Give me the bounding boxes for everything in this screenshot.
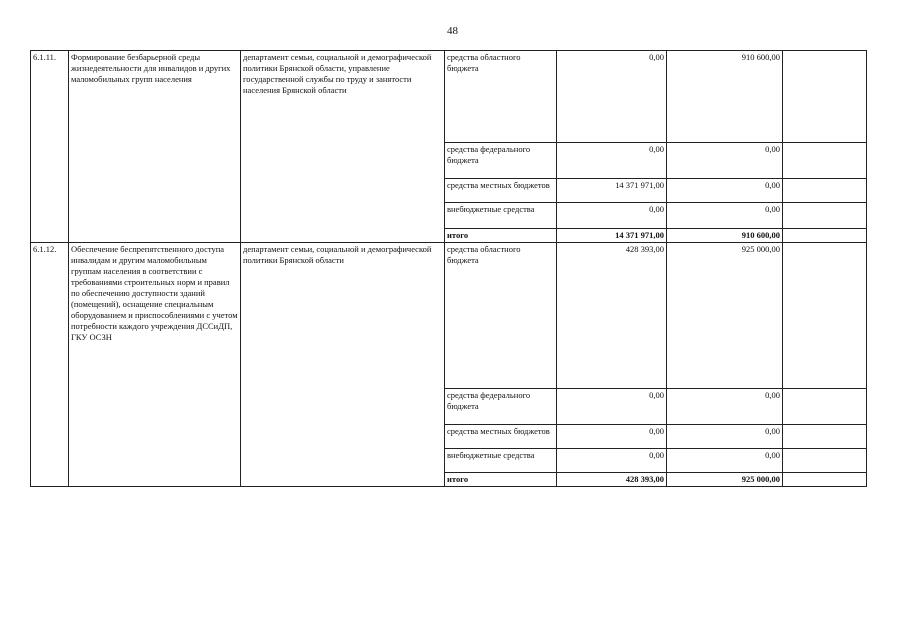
empty-cell — [783, 449, 867, 473]
table-row — [31, 243, 867, 389]
funding-value-1: 0,00 — [557, 389, 667, 425]
funding-value-2: 0,00 — [667, 179, 783, 203]
item-code: 6.1.11. — [31, 51, 69, 243]
funding-value-1: 0,00 — [557, 203, 667, 229]
empty-cell — [783, 229, 867, 243]
funding-value-1: 428 393,00 — [557, 243, 667, 389]
funding-value-2: 910 600,00 — [667, 51, 783, 143]
funding-value-1: 0,00 — [557, 143, 667, 179]
funding-value-2: 0,00 — [667, 425, 783, 449]
budget-table — [30, 50, 867, 487]
total-value-2: 910 600,00 — [667, 229, 783, 243]
total-label: итого — [445, 473, 557, 487]
empty-cell — [783, 179, 867, 203]
funding-source: средства областного бюджета — [445, 51, 557, 143]
funding-source: средства областного бюджета — [445, 243, 557, 389]
funding-source: внебюджетные средства — [445, 203, 557, 229]
funding-source: средства федерального бюджета — [445, 143, 557, 179]
page-number: 48 — [447, 25, 458, 37]
funding-value-1: 0,00 — [557, 449, 667, 473]
funding-source: средства местных бюджетов — [445, 425, 557, 449]
funding-value-1: 0,00 — [557, 51, 667, 143]
total-value-1: 428 393,00 — [557, 473, 667, 487]
funding-value-1: 0,00 — [557, 425, 667, 449]
item-code: 6.1.12. — [31, 243, 69, 487]
total-label: итого — [445, 229, 557, 243]
empty-cell — [783, 389, 867, 425]
empty-cell — [783, 51, 867, 143]
funding-value-1: 14 371 971,00 — [557, 179, 667, 203]
funding-value-2: 0,00 — [667, 449, 783, 473]
empty-cell — [783, 203, 867, 229]
item-executor: департамент семьи, социальной и демографической политики Брянской области — [241, 243, 445, 487]
empty-cell — [783, 473, 867, 487]
total-value-2: 925 000,00 — [667, 473, 783, 487]
funding-source: внебюджетные средства — [445, 449, 557, 473]
funding-value-2: 0,00 — [667, 389, 783, 425]
item-title: Формирование безбарьерной среды жизнедеятельности для инвалидов и других маломобильных групп населения — [69, 51, 241, 243]
empty-cell — [783, 243, 867, 389]
table-row — [31, 51, 867, 143]
item-executor: департамент семьи, социальной и демографической политики Брянской области, управление государственной службы по труду и занятости населения Брянской области — [241, 51, 445, 243]
funding-value-2: 0,00 — [667, 203, 783, 229]
total-value-1: 14 371 971,00 — [557, 229, 667, 243]
empty-cell — [783, 143, 867, 179]
item-title: Обеспечение беспрепятственного доступа инвалидам и другим маломобильным группам населения в соответствии с требованиями строительных норм и правил по обеспечению доступности зданий (помещений), оснащение специальным оборудованием и приспособлениями с учетом потребности каждого учреждения ДССиДП, ГКУ ОСЗН — [69, 243, 241, 487]
funding-source: средства местных бюджетов — [445, 179, 557, 203]
empty-cell — [783, 425, 867, 449]
funding-value-2: 0,00 — [667, 143, 783, 179]
funding-source: средства федерального бюджета — [445, 389, 557, 425]
funding-value-2: 925 000,00 — [667, 243, 783, 389]
